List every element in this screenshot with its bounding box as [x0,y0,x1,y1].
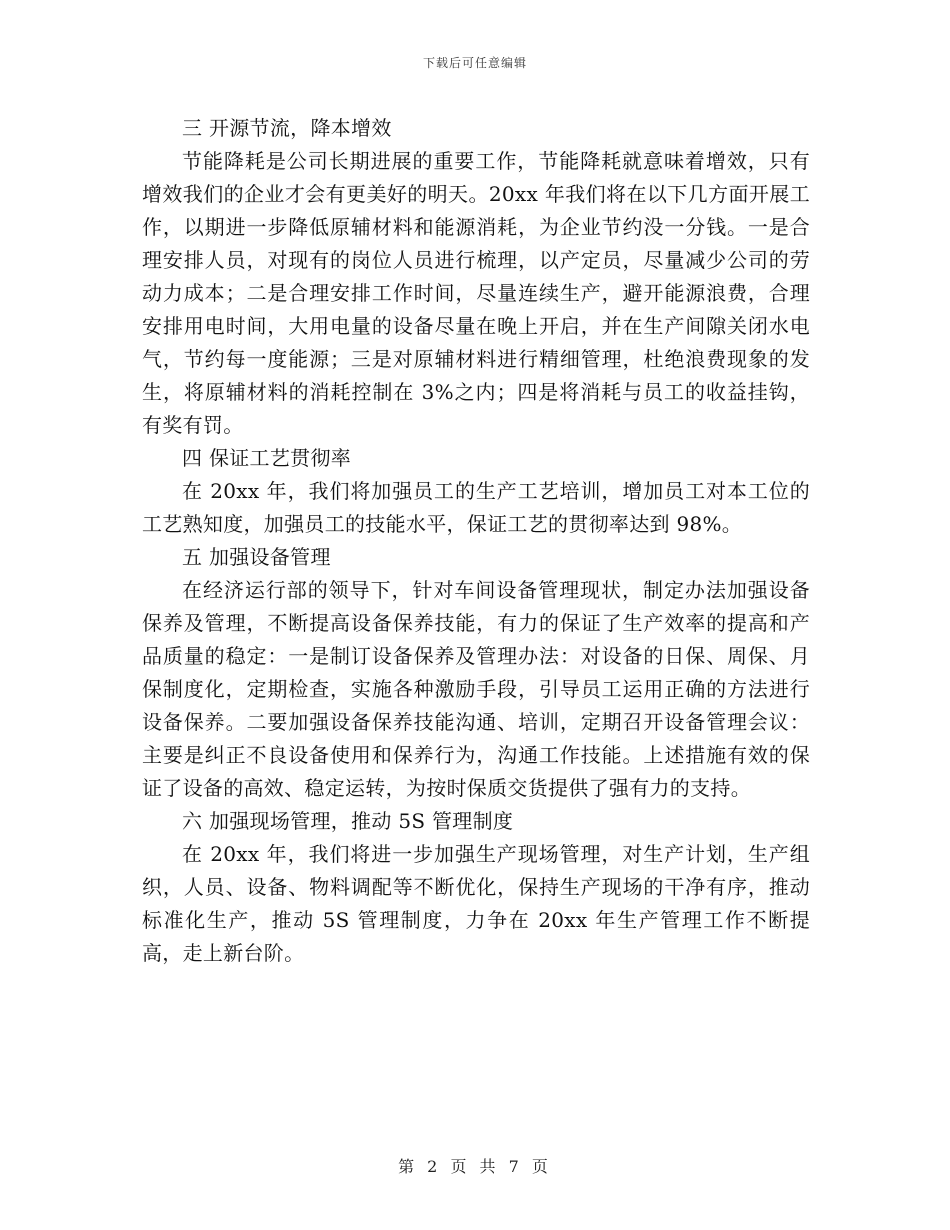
section-heading-4: 四 保证工艺贯彻率 [182,446,352,470]
section-heading-3: 三 开源节流，降本增效 [182,116,392,140]
section-heading-5: 五 加强设备管理 [182,545,331,569]
section-paragraph-4: 在 20xx 年，我们将加强员工的生产工艺培训，增加员工对本工位的工艺熟知度，加强员工的技能水平，保证工艺的贯彻率达到 98%。 [142,479,810,536]
section-paragraph-5: 在经济运行部的领导下，针对车间设备管理现状，制定办法加强设备保养及管理，不断提高设备保养技能，有力的保证了生产效率的提高和产品质量的稳定：一是制订设备保养及管理办法：对设备的日保、周保、月保制度化，定期检查，实施各种激励手段，引导员工运用正确的方法进行设备保养。二要加强设备保养技能沟通、培训，定期召开设备管理会议：主要是纠正不良设备使用和保养行为，沟通工作技能。上述措施有效的保证了设备的高效、稳定运转，为按时保质交货提供了强有力的支持。 [142,578,810,800]
section-paragraph-6: 在 20xx 年，我们将进一步加强生产现场管理，对生产计划，生产组织，人员、设备、物料调配等不断优化，保持生产现场的干净有序，推动标准化生产，推动 5S 管理制度，力争在 20xx 年生产管理工作不断提高，走上新台阶。 [142,842,810,965]
document-body [142,112,810,970]
page-number-footer: 第 2 页 共 7 页 [398,1157,552,1176]
header-note: 下载后可任意编辑 [422,56,527,70]
section-heading-6: 六 加强现场管理，推动 5S 管理制度 [182,809,514,833]
section-paragraph-3: 节能降耗是公司长期进展的重要工作，节能降耗就意味着增效，只有增效我们的企业才会有更美好的明天。20xx 年我们将在以下几方面开展工作，以期进一步降低原辅材料和能源消耗，为企业节约没一分钱。一是合理安排人员，对现有的岗位人员进行梳理，以产定员，尽量减少公司的劳动力成本；二是合理安排工作时间，尽量连续生产，避开能源浪费，合理安排用电时间，大用电量的设备尽量在晚上开启，并在生产间隙关闭水电气，节约每一度能源；三是对原辅材料进行精细管理，杜绝浪费现象的发生，将原辅材料的消耗控制在 3%之内；四是将消耗与员工的收益挂钩，有奖有罚。 [142,149,810,437]
